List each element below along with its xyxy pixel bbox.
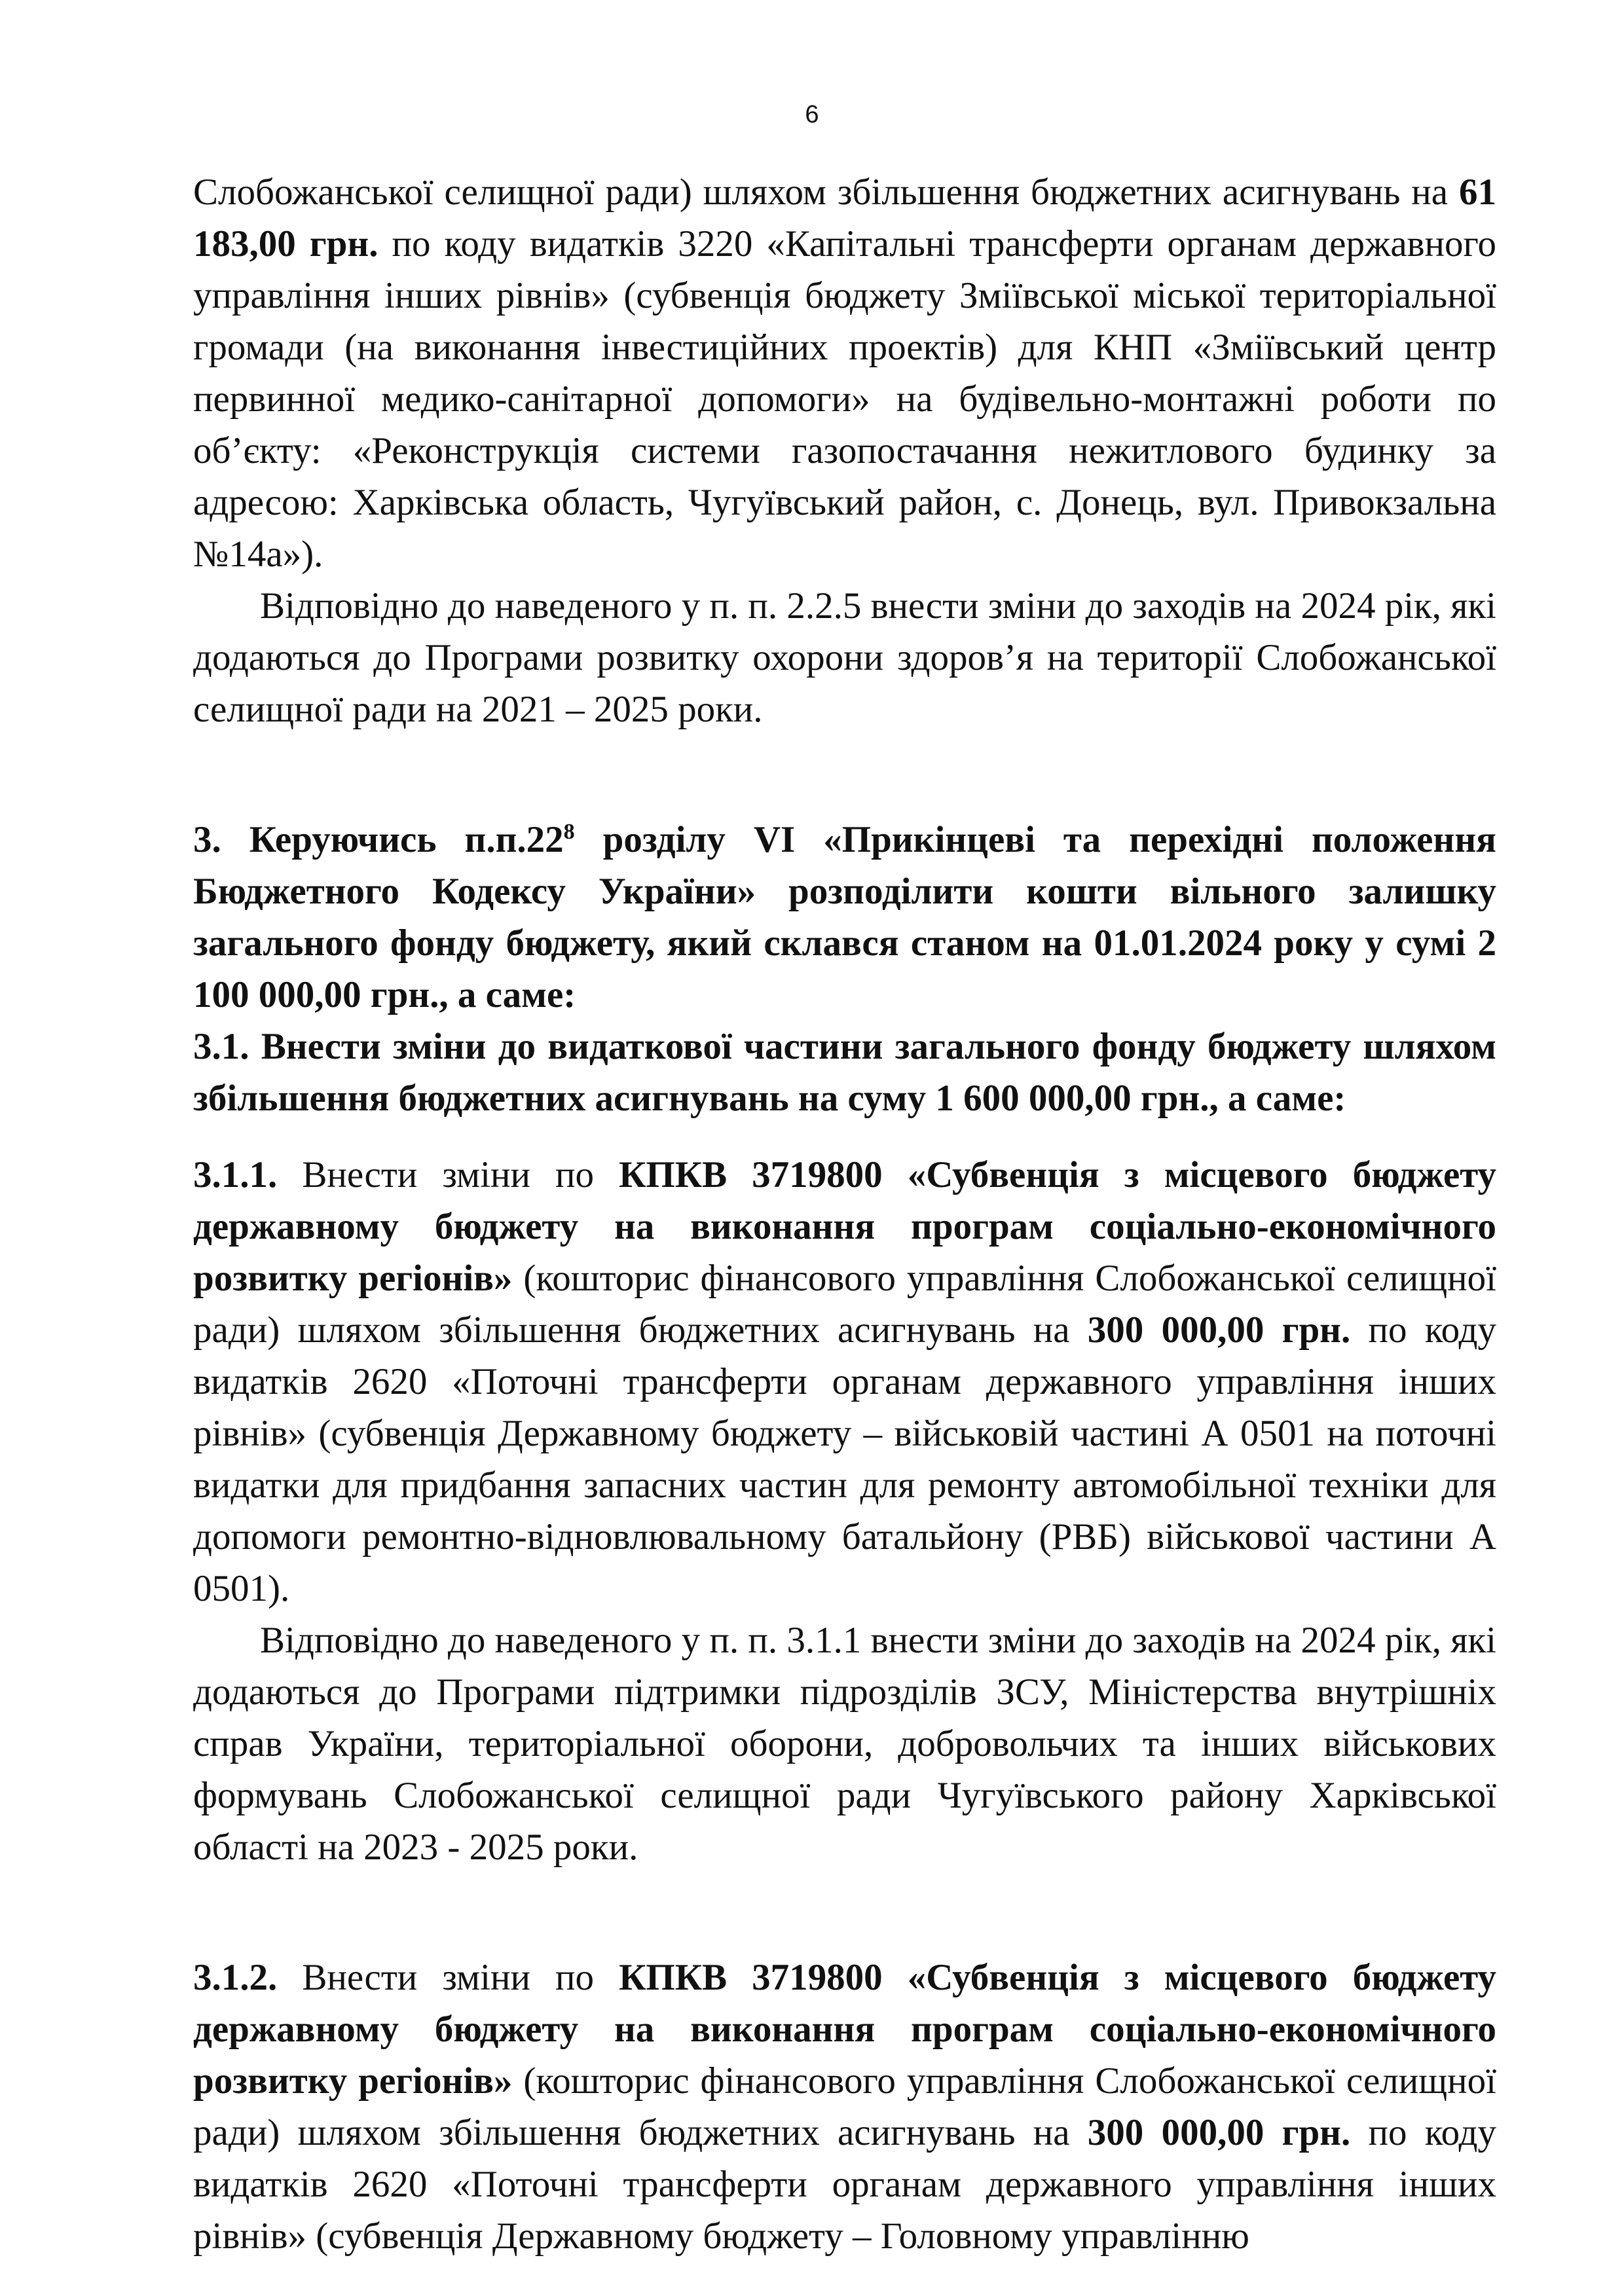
- subsection-3-1-2-kpkv: КПКВ 3719800 «Субвенція з місцевого бюджету державному бюджету на виконання програм соціально-економічного розвитку регіонів»: [193, 1957, 1496, 2102]
- subsection-3-1-1-amount: 300 000,00 грн.: [1087, 1309, 1351, 1351]
- section-3-1-text: 3.1. Внести зміни до видаткової частини загального фонду бюджету шляхом збільшення бюджетних асигнувань на суму 1 600 000,00 грн., а саме:: [193, 1026, 1496, 1119]
- intro-amount: 61 183,00 грн.: [193, 172, 1496, 264]
- subsection-3-1-1-kpkv: КПКВ 3719800 «Субвенція з місцевого бюджету державному бюджету на виконання програм соціально-економічного розвитку регіонів»: [193, 1154, 1496, 1299]
- intro-text-2: по коду видатків 3220 «Капітальні трансферти органам державного управління інших рівнів» (субвенція бюджету Зміївської міської територіальної громади (на виконання інвестиційних проектів) для КНП «Зміївський центр первинної медико-санітарної допомоги» на будівельно-монтажні роботи по об’єкту: «Реконструкція системи газопостачання нежитлового будинку за адресою: Харківська область, Чугуївський район, с. Донець, вул. Привокзальна №14а»).: [193, 223, 1496, 575]
- subsection-3-1-2-number: 3.1.2.: [193, 1957, 278, 1998]
- page-number: 6: [805, 101, 819, 128]
- subsection-3-1-1: [193, 1149, 1496, 1614]
- section-3-text-2: розділу VI «Прикінцеві та перехідні положення Бюджетного Кодексу України» розподілити кошти вільного залишку загального фонду бюджету, який склався станом на 01.01.2024 року у сумі 2 100 000,00 грн., а саме:: [193, 819, 1496, 1015]
- subsection-3-1-2-text-3: по коду видатків 2620 «Поточні трансферти органам державного управління інших рівнів» (субвенція Державному бюджету – Головному управлінню: [193, 2112, 1496, 2257]
- paragraph-intro: [193, 166, 1496, 580]
- spacer: [193, 1873, 1496, 1952]
- subsection-3-1-1-text-2: (кошторис фінансового управління Слобожанської селищної ради) шляхом збільшення бюджетних асигнувань на: [193, 1258, 1496, 1351]
- intro-text-1: Слобожанської селищної ради) шляхом збільшення бюджетних асигнувань на: [193, 172, 1459, 213]
- subsection-3-1-1-text-3: по коду видатків 2620 «Поточні трансферти органам державного управління інших рівнів» (субвенція Державному бюджету – військовій частині А 0501 на поточні видатки для придбання запасних частин для ремонту автомобільної техніки для допомоги ремонтно-відновлювальному батальйону (РВБ) військової частини А 0501).: [193, 1309, 1496, 1609]
- subsection-3-1-1-number: 3.1.1.: [193, 1154, 278, 1195]
- subsection-3-1-2-text-1: Внести зміни по: [277, 1957, 619, 1998]
- spacer: [193, 1124, 1496, 1149]
- spacer: [193, 735, 1496, 814]
- subsection-3-1-2: [193, 1952, 1496, 2262]
- paragraph-2-2-5: Відповідно до наведеного у п. п. 2.2.5 внести зміни до заходів на 2024 рік, які додаються до Програми розвитку охорони здоров’я на території Слобожанської селищної ради на 2021 – 2025 роки.: [193, 585, 1496, 730]
- document-body: [193, 166, 1496, 2262]
- subsection-3-1-2-text-2: (кошторис фінансового управління Слобожанської селищної ради) шляхом збільшення бюджетних асигнувань на: [193, 2060, 1496, 2153]
- paragraph-3-1-1: Відповідно до наведеного у п. п. 3.1.1 внести зміни до заходів на 2024 рік, які додаються до Програми підтримки підрозділів ЗСУ, Міністерства внутрішніх справ України, територіальної оборони, добровольчих та інших військових формувань Слобожанської селищної ради Чугуївського району Харківської області на 2023 - 2025 роки.: [193, 1620, 1496, 1868]
- section-3-1-heading: [193, 1021, 1496, 1124]
- subsection-3-1-1-text-1: Внести зміни по: [277, 1154, 619, 1195]
- section-3-text-1: 3. Керуючись п.п.22: [193, 819, 564, 860]
- section-3-superscript: 8: [563, 820, 575, 844]
- subsection-3-1-2-amount: 300 000,00 грн.: [1087, 2112, 1351, 2153]
- section-3-heading: [193, 814, 1496, 1021]
